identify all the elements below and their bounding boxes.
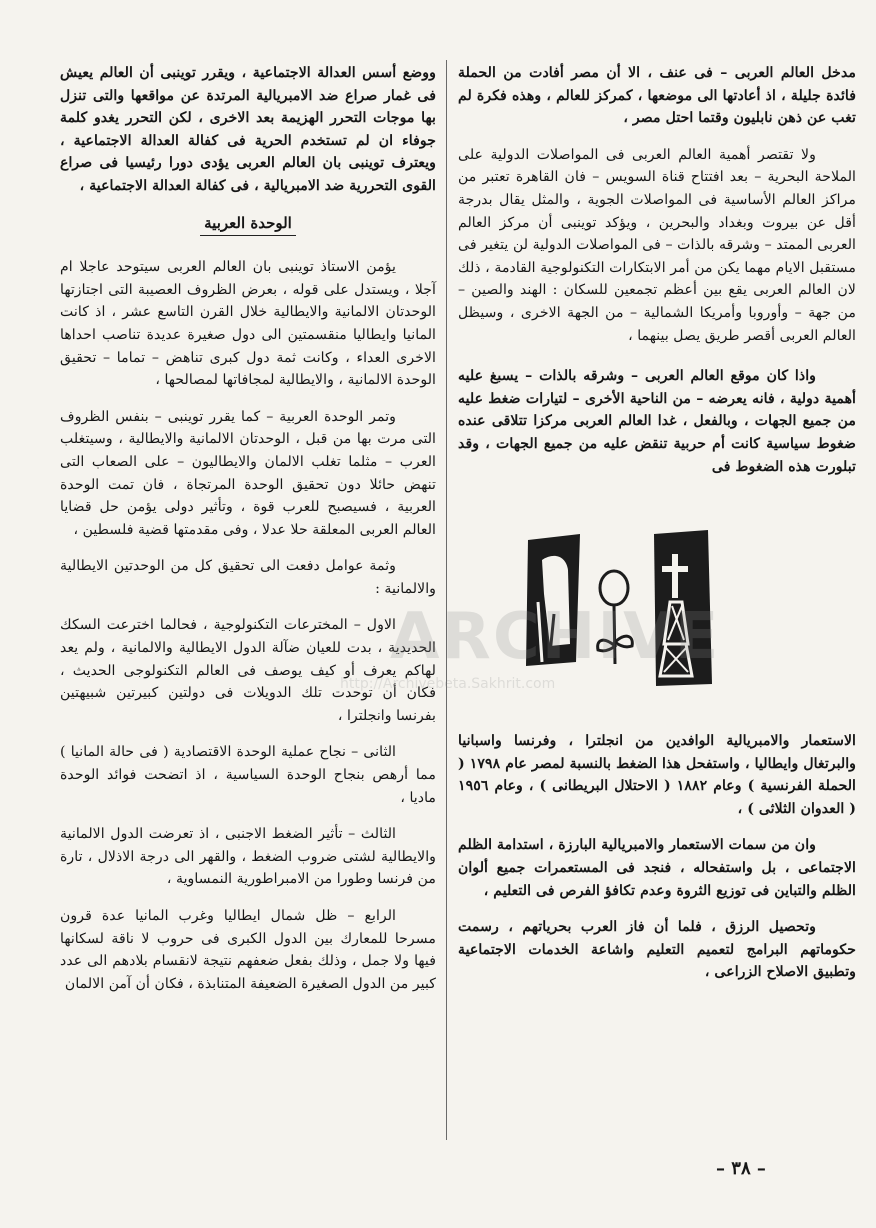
- paragraph: ووضع أسس العدالة الاجتماعية ، ويقرر توينبى أن العالم يعيش فى غمار صراع ضد الامبريالية المرتدة عن مواقعها والتى تنزل بها موجات التحرر الهزيمة بعد الاخرى ، لكن التحرر يغدو كلمة جوفاء ان لم تستخدم الحرية فى كفالة العدالة الاجتماعية ، ويعترف توينبى بان العالم العربى يؤدى دورا رئيسيا فى صراع القوى التحررية ضد الامبريالية ، فى كفالة العدالة الاجتماعية ،: [60, 65, 436, 194]
- paragraph: وتحصيل الرزق ، فلما أن فاز العرب بحرياتهم ، رسمت حكوماتهم البرامج لتعميم التعليم واشاعة الخدمات الاجتماعية وتطبيق الاصلاح الزراعى ،: [458, 919, 856, 981]
- paragraph: مدخل العالم العربى – فى عنف ، الا أن مصر أفادت من الحملة فائدة جليلة ، اذ أعادتها الى موضعها ، كمركز للعالم ، وهذه فكرة لم تغب عن ذهن نابليون وقتما احتل مصر ،: [458, 65, 856, 127]
- paragraph: الرابع – ظل شمال ايطاليا وغرب المانيا عدة قرون مسرحا للمعارك بين الدول الكبرى فى حروب لا ناقة لسكانها فيها ولا جمل ، وذلك بفعل ضعفهم نتيجة لانقسام بلادهم الى عدد كبير من الدول الصغيرة الضعيفة المتنابذة ، فكان أن آمن الالمان: [60, 908, 436, 992]
- paragraph: الثالث – تأثير الضغط الاجنبى ، اذ تعرضت الدول الالمانية والايطالية لشتى ضروب الضغط ، والقهر الى درجة الاذلال ، تارة من فرنسا وطورا من الامبراطورية النمساوية ،: [60, 826, 436, 888]
- illustration: [458, 494, 856, 694]
- cross-tower-panel: [654, 530, 712, 686]
- section-heading: [60, 212, 436, 235]
- paragraph: وثمة عوامل دفعت الى تحقيق كل من الوحدتين الايطالية والالمانية :: [60, 558, 436, 597]
- paragraph: يؤمن الاستاذ توينبى بان العالم العربى سيتوحد عاجلا ام آجلا ، ويستدل على قوله ، بعرض الظروف العصيبة التى اجتازتها الوحدتان الالمانية والايطالية خلال القرن التاسع عشر ، اذ كانت المانيا وايطاليا منقسمتين الى دول صغيرة عديدة تناصب احداها الاخرى العداء ، وكانت ثمة دول كبرى تناهض – تماما – تحقيق الوحدة الالمانية ، والايطالية لمجافاتها لمصالحها ،: [60, 259, 436, 389]
- paragraph: وان من سمات الاستعمار والامبريالية البارزة ، استدامة الظلم الاجتماعى ، بل واستفحاله ، فنجد فى المستعمرات جميع ألوان الظلم والتباين فى توزيع الثروة وعدم تكافؤ الفرص فى التعليم ،: [458, 837, 856, 899]
- page-number: – ٣٨ –: [716, 1158, 766, 1179]
- paragraph: الاول – المخترعات التكنولوجية ، فحالما اخترعت السكك الحديدية ، بدت للعيان ضآلة الدول الايطالية والالمانية ، ولم يعد لهاكم يعرف أو كيف يوصف فى العالم التكنولوجى الحديث ، فكان أن توحدت تلك الدويلات فى دولتين كبيرتين شبيهتين بفرنسا وانجلترا ،: [60, 617, 436, 724]
- column-divider: [446, 60, 447, 1140]
- illustration-drawing: [458, 494, 856, 694]
- figure-panel: [526, 534, 580, 666]
- paragraph: الاستعمار والامبريالية الوافدين من انجلترا ، وفرنسا واسبانيا والبرتغال وايطاليا ، واستفحل هذا الضغط بالنسبة لمصر عام ١٧٩٨ ( الحملة الفرنسية ) وعام ١٨٨٢ ( الاحتلال البريطانى ) ، وعام ١٩٥٦ ( العدوان الثلاثى ) ،: [458, 733, 856, 817]
- watermark-title: ARCHIVE: [390, 600, 721, 674]
- paragraph: ولا تقتصر أهمية العالم العربى فى المواصلات الدولية على الملاحة البحرية – بعد افتتاح قناة السويس – فان القاهرة تعتبر من مراكز العالم الأساسية فى المواصلات الجوية ، والمثل يقال بدرجة أقل عن بيروت وبغداد والبحرين ، ويؤكد توينبى أن مركز العالم العربى الممتد – وشرقه بالذات – فى المواصلات الدولية لن يتغير فى مستقبل الايام مهما يكن من أمر الابتكارات التكنولوجية القادمة ، ذلك لان العالم العربى يقع بين أعظم تجمعين للسكان : الهند والصين – من جهة – وأوروبا وأمريكا الشمالية – من الجهة الاخرى ، وسيظل العالم العربى أقصر طريق يصل بينهما ،: [458, 146, 856, 344]
- flower-drawing: [598, 571, 633, 664]
- paragraph: واذا كان موقع العالم العربى – وشرقه بالذات – يسبغ عليه أهمية دولية ، فانه يعرضه – من الناحية الأخرى – لتيارات ضغط عليه من جميع الجهات ، وبالفعل ، غدا العالم العربى مركزا تتلاقى عنده ضغوط سياسية كانت أم حربية تنقض عليه من جميع الجهات ، وقد تبلورت هذه الضغوط فى: [458, 368, 856, 475]
- watermark-url: http://Archivebeta.Sakhrit.com: [340, 676, 556, 692]
- right-column: [458, 62, 856, 998]
- paragraph: الثانى – نجاح عملية الوحدة الاقتصادية ( فى حالة المانيا ) مما أرهص بنجاح الوحدة السياسية ، اذ اتضحت فوائد الوحدة ماديا ،: [60, 744, 436, 806]
- paragraph: وتمر الوحدة العربية – كما يقرر توينبى – بنفس الظروف التى مرت بها من قبل ، الوحدتان الالمانية والايطالية ، وسيتغلب العرب – مثلما تغلب الالمان والايطاليون – على الصعاب التى تنهض حائلا دون تحقيق الوحدة المرتجاة ، فان تمت الوحدة العربية ، فسيصبح للعرب قوة ، وتأثير دولى يؤمن حل قضايا العالم العربى المعلقة حلا عدلا ، وفى مقدمتها قضية فلسطين ،: [60, 408, 436, 538]
- section-heading-text: الوحدة العربية: [200, 214, 296, 236]
- left-column: [60, 62, 436, 1009]
